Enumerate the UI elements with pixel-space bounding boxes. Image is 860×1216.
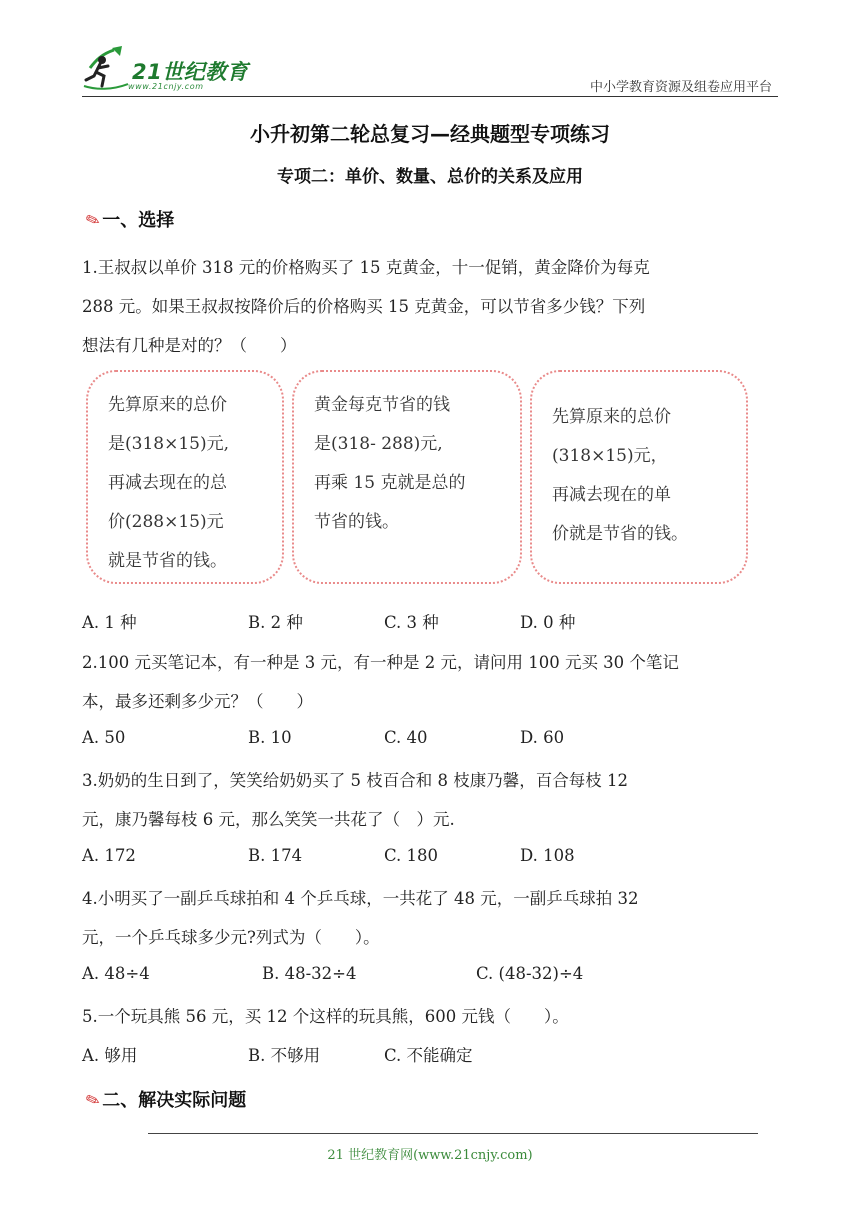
pencil-icon: ✎ bbox=[83, 209, 104, 233]
section-label: 一、选择 bbox=[102, 210, 175, 231]
question-1-line-3: 想法有几种是对的？（ ） bbox=[82, 336, 297, 355]
logo-url: www.21cnjy.com bbox=[128, 82, 204, 91]
page-subtitle: 专项二：单价、数量、总价的关系及应用 bbox=[277, 167, 583, 187]
question-1-line-2: 288 元。如果王叔叔按降价后的价格购买 15 克黄金，可以节省多少钱？下列 bbox=[82, 297, 646, 316]
bubble-line: 黄金每克节省的钱 bbox=[314, 395, 450, 415]
bubble-line: 是(318×15)元, bbox=[108, 434, 229, 454]
bubble-line: 再减去现在的单 bbox=[552, 485, 671, 505]
q3-option-a[interactable]: A. 172 bbox=[82, 846, 136, 865]
q1-option-d[interactable]: D. 0 种 bbox=[520, 613, 576, 632]
section-heading-problems bbox=[83, 1086, 247, 1113]
bubble-line: 就是节省的钱。 bbox=[108, 551, 227, 571]
idea-bubble-1 bbox=[86, 370, 284, 584]
q1-option-b[interactable]: B. 2 种 bbox=[248, 613, 303, 632]
section-heading-choice bbox=[83, 206, 175, 233]
q2-option-a[interactable]: A. 50 bbox=[82, 728, 126, 747]
q3-option-b[interactable]: B. 174 bbox=[248, 846, 303, 865]
bubble-line: 先算原来的总价 bbox=[108, 395, 227, 415]
question-5-line-1: 5.一个玩具熊 56 元，买 12 个这样的玩具熊，600 元钱（ ）。 bbox=[82, 1007, 569, 1026]
q4-option-b[interactable]: B. 48-32÷4 bbox=[262, 964, 357, 983]
logo-text: 21世纪教育 bbox=[132, 60, 249, 84]
section-label: 二、解决实际问题 bbox=[102, 1090, 247, 1111]
logo bbox=[82, 46, 252, 96]
page-title: 小升初第二轮总复习—经典题型专项练习 bbox=[250, 122, 610, 146]
q5-option-c[interactable]: C. 不能确定 bbox=[384, 1046, 473, 1065]
bubble-line: 再减去现在的总 bbox=[108, 473, 227, 493]
footer-divider bbox=[148, 1133, 758, 1134]
question-3-line-1: 3.奶奶的生日到了，笑笑给奶奶买了 5 枝百合和 8 枝康乃馨，百合每枝 12 bbox=[82, 771, 628, 790]
q3-option-d[interactable]: D. 108 bbox=[520, 846, 575, 865]
header-divider bbox=[82, 96, 778, 97]
bubble-line: (318×15)元， bbox=[552, 446, 668, 466]
bubble-line: 是(318- 288)元, bbox=[314, 434, 443, 454]
q4-option-c[interactable]: C. (48-32)÷4 bbox=[476, 964, 584, 983]
q2-option-c[interactable]: C. 40 bbox=[384, 728, 428, 747]
question-1-line-1: 1.王叔叔以单价 318 元的价格购买了 15 克黄金，十一促销，黄金降价为每克 bbox=[82, 258, 650, 277]
bubble-line: 先算原来的总价 bbox=[552, 407, 671, 427]
bubble-line: 价就是节省的钱。 bbox=[552, 524, 688, 544]
page-header bbox=[82, 44, 778, 98]
q5-option-b[interactable]: B. 不够用 bbox=[248, 1046, 321, 1065]
question-3-line-2: 元，康乃馨每枝 6 元，那么笑笑一共花了（ ）元. bbox=[82, 810, 455, 829]
q1-option-c[interactable]: C. 3 种 bbox=[384, 613, 439, 632]
q4-option-a[interactable]: A. 48÷4 bbox=[82, 964, 150, 983]
idea-bubble-2 bbox=[292, 370, 522, 584]
question-4-line-2: 元，一个乒乓球多少元?列式为（ ）。 bbox=[82, 928, 380, 947]
question-2-line-2: 本，最多还剩多少元？（ ） bbox=[82, 692, 313, 711]
pencil-icon: ✎ bbox=[83, 1089, 104, 1113]
q2-option-d[interactable]: D. 60 bbox=[520, 728, 565, 747]
question-2-line-1: 2.100 元买笔记本，有一种是 3 元，有一种是 2 元，请问用 100 元买 30 个笔记 bbox=[82, 653, 679, 672]
bubble-line: 价(288×15)元 bbox=[108, 512, 224, 532]
idea-bubble-3 bbox=[530, 370, 748, 584]
page-footer: 21 世纪教育网(www.21cnjy.com) bbox=[327, 1148, 533, 1163]
q5-option-a[interactable]: A. 够用 bbox=[82, 1046, 138, 1065]
runner-logo-icon bbox=[82, 46, 134, 96]
platform-name: 中小学教育资源及组卷应用平台 bbox=[589, 80, 772, 95]
q2-option-b[interactable]: B. 10 bbox=[248, 728, 292, 747]
bubble-line: 节省的钱。 bbox=[314, 512, 399, 532]
bubble-line: 再乘 15 克就是总的 bbox=[314, 473, 466, 493]
q3-option-c[interactable]: C. 180 bbox=[384, 846, 439, 865]
q1-option-a[interactable]: A. 1 种 bbox=[82, 613, 137, 632]
question-4-line-1: 4.小明买了一副乒乓球拍和 4 个乒乓球，一共花了 48 元，一副乒乓球拍 32 bbox=[82, 889, 639, 908]
